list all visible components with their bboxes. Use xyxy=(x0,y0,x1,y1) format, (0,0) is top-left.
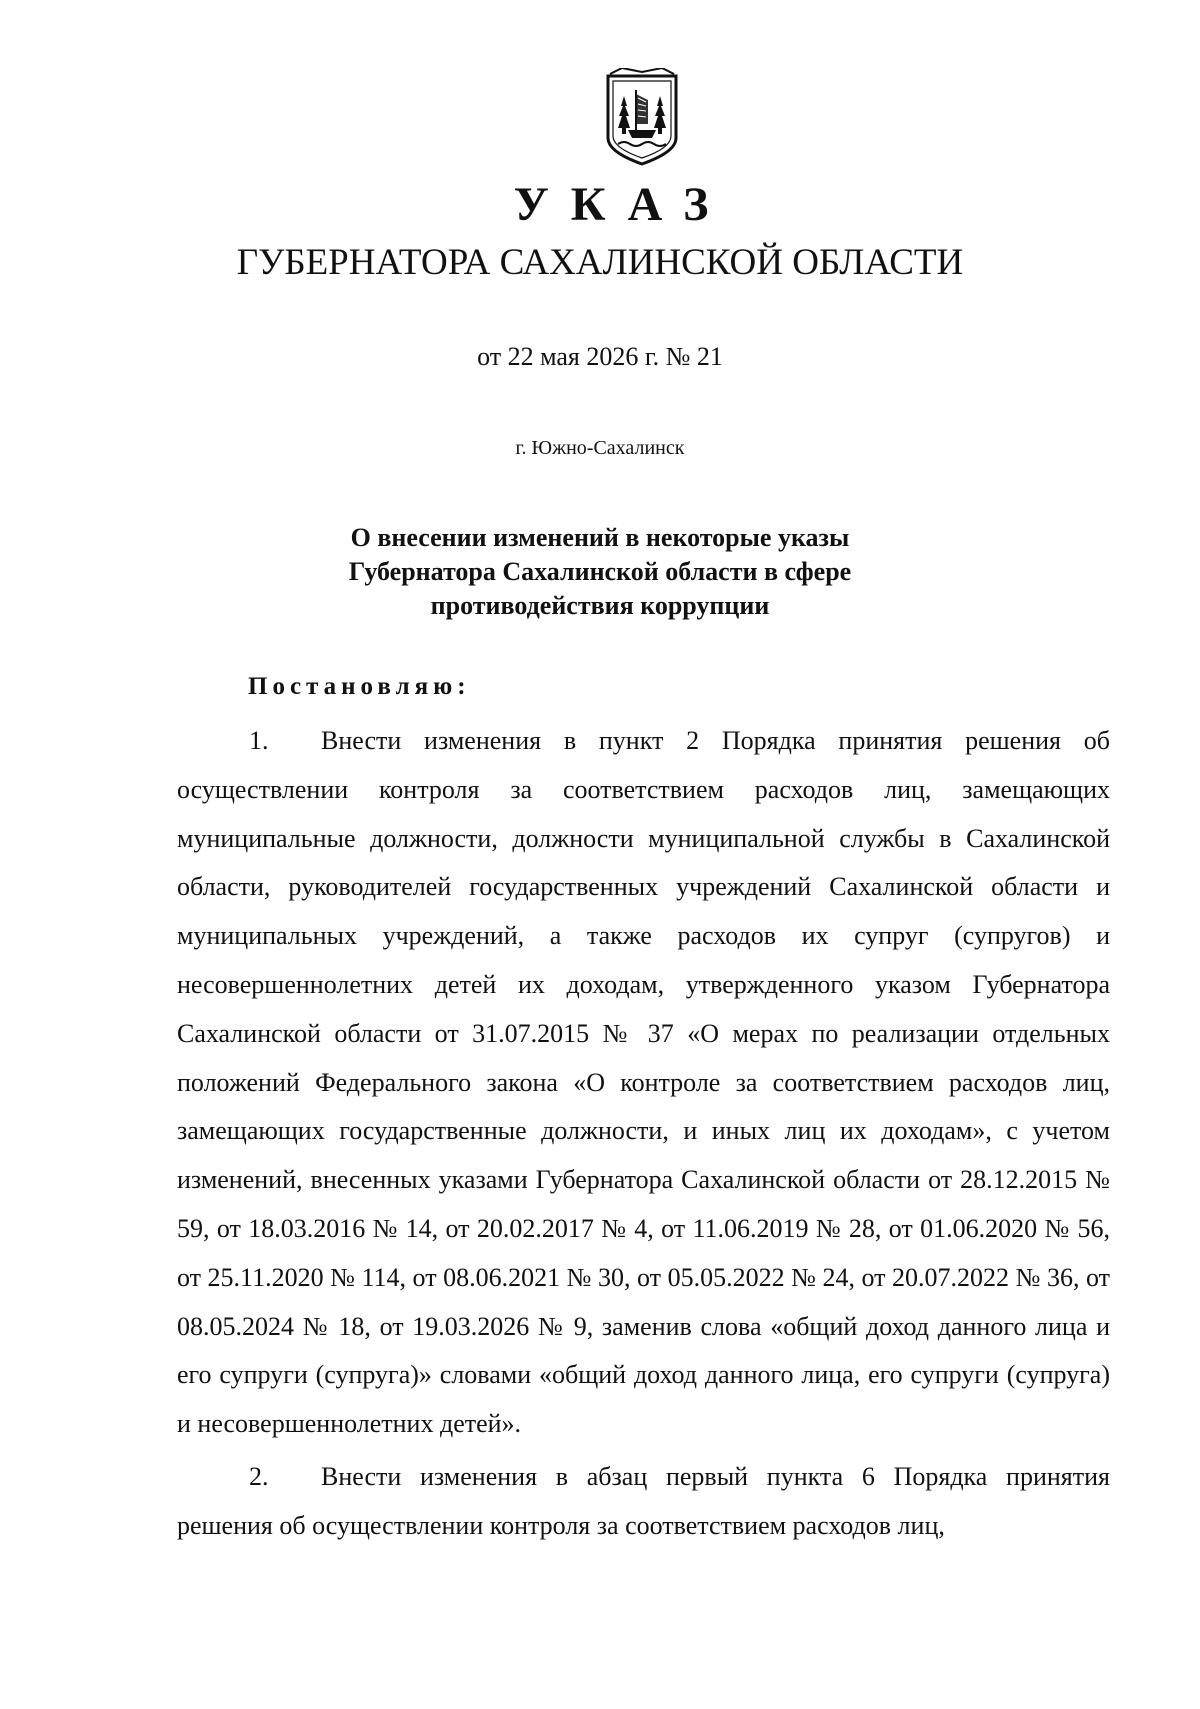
paragraph-2 xyxy=(177,1453,1110,1551)
paragraph-text: Внести изменения в пункт 2 Порядка принятия решения об осуществлении контроля за соответствием расходов лиц, замещающих муниципальные должности, должности муниципальной службы в Сахалинской области, руководителей государственных учреждений Сахалинской области и муниципальных учреждений, а также расходов их супруг (супругов) и несовершеннолетних детей их доходам, утвержденного указом Губернатора Сахалинской области от 31.07.2015 № 37 «О мерах по реализации отдельных положений Федерального закона «О контроле за соответствием расходов лиц, замещающих государственные должности, и иных лиц их доходам», с учетом изменений, внесенных указами Губернатора Сахалинской области от 28.12.2015 № 59, от 18.03.2016 № 14, от 20.02.2017 № 4, от 11.06.2019 № 28, от 01.06.2020 № 56, от 25.11.2020 № 114, от 08.06.2021 № 30, от 05.05.2022 № 24, от 20.07.2022 № 36, от 08.05.2024 № 18, от 19.03.2026 № 9, заменив слова «общий доход данного лица и его супруги (супруга)» словами «общий доход данного лица, его супруги (супруга) и несовершеннолетних детей». xyxy=(177,726,1110,1439)
date-and-number: от 22 мая 2026 г. № 21 xyxy=(477,342,723,371)
title-line-2: Губернатора Сахалинской области в сфере xyxy=(348,557,852,586)
coat-of-arms-emblem xyxy=(602,68,682,166)
document-title xyxy=(0,521,1200,623)
place-of-issue: г. Южно-Сахалинск xyxy=(515,437,685,459)
paragraph-1 xyxy=(177,717,1110,1449)
document-body xyxy=(177,717,1110,1551)
title-line-1: О внесении изменений в некоторые указы xyxy=(350,523,850,552)
title-line-3: противодействия коррупции xyxy=(430,591,770,620)
decree-word: Постановляю: xyxy=(248,673,471,700)
paragraph-text: Внести изменения в абзац первый пункта 6 Порядка принятия решения об осуществлении контроля за соответствием расходов лиц, xyxy=(177,1461,1110,1540)
issuer-heading: ГУБЕРНАТОРА САХАЛИНСКОЙ ОБЛАСТИ xyxy=(236,242,964,283)
paragraph-number: 2. xyxy=(249,1461,269,1491)
paragraph-number: 1. xyxy=(249,726,269,755)
document-type-heading: УКАЗ xyxy=(513,178,731,231)
